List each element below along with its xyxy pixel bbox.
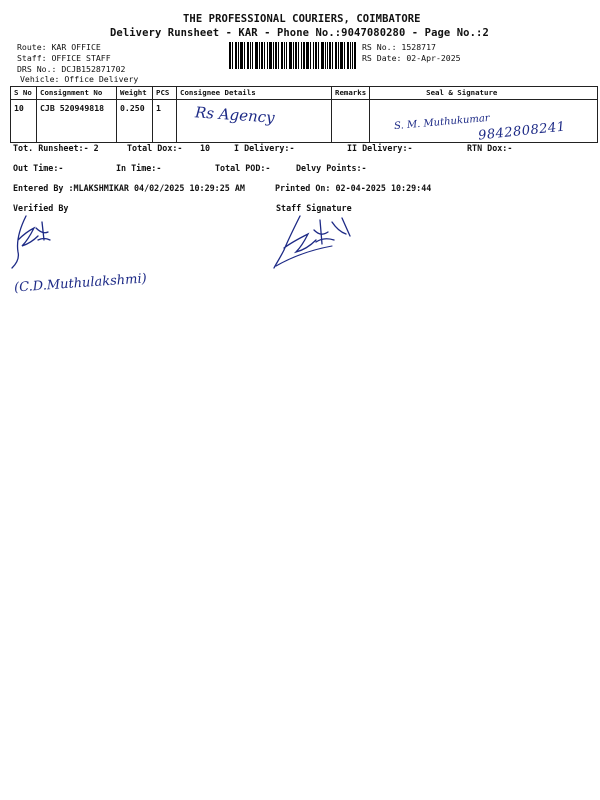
verifier-signature: [8, 210, 58, 272]
route-text: Route: KAR OFFICE: [17, 42, 101, 52]
printed-on: Printed On: 02-04-2025 10:29:44: [275, 183, 432, 193]
drs-number: DRS No.: DCJB152871702: [17, 64, 126, 74]
table-header-row: [11, 87, 598, 100]
rs-date: RS Date: 02-Apr-2025: [362, 53, 461, 63]
col-sno: S No: [11, 87, 37, 100]
rtn-dox: RTN Dox:-: [467, 143, 513, 153]
cell-weight: 0.250: [117, 100, 153, 143]
col-consignee: Consignee Details: [177, 87, 332, 100]
rs-number: RS No.: 1528717: [362, 42, 436, 52]
col-pcs: PCS: [153, 87, 177, 100]
out-time: Out Time:-: [13, 163, 64, 173]
barcode: [229, 42, 356, 69]
company-title: THE PROFESSIONAL COURIERS, COIMBATORE: [183, 13, 421, 25]
total-dox-value: 10: [200, 143, 211, 153]
staff-signature: [270, 208, 356, 272]
vehicle-text: Vehicle: Office Delivery: [20, 74, 139, 84]
entered-by: Entered By :MLAKSHMIKAR 04/02/2025 10:29:25 AM: [13, 183, 245, 193]
total-pod: Total POD:-: [215, 163, 271, 173]
i-delivery: I Delivery:-: [234, 143, 295, 153]
tot-runsheet: Tot. Runsheet:- 2: [13, 143, 99, 153]
staff-signature-label: Staff Signature: [276, 203, 352, 213]
cell-remarks: [332, 100, 370, 143]
in-time: In Time:-: [116, 163, 162, 173]
cell-pcs: 1: [153, 100, 177, 143]
seal-phone-handwriting: 9842808241: [477, 119, 567, 144]
col-remarks: Remarks: [332, 87, 370, 100]
staff-text: Staff: OFFICE STAFF: [17, 53, 111, 63]
delvy-points: Delvy Points:-: [296, 163, 367, 173]
cell-sno: 10: [11, 100, 37, 143]
verified-by-label: Verified By: [13, 203, 69, 213]
cell-consignment: CJB 520949818: [37, 100, 117, 143]
consignee-handwriting: Rs Agency: [194, 103, 276, 127]
col-seal-signature: Seal & Signature: [370, 87, 598, 100]
verifier-name-handwriting: (C.D.Muthulakshmi): [13, 271, 148, 296]
ii-delivery: II Delivery:-: [347, 143, 413, 153]
total-dox-label: Total Dox:-: [127, 143, 183, 153]
seal-name-handwriting: S. M. Muthukumar: [393, 112, 491, 133]
runsheet-subtitle: Delivery Runsheet - KAR - Phone No.:9047080280 - Page No.:2: [110, 27, 489, 39]
col-consignment: Consignment No: [37, 87, 117, 100]
col-weight: Weight: [117, 87, 153, 100]
